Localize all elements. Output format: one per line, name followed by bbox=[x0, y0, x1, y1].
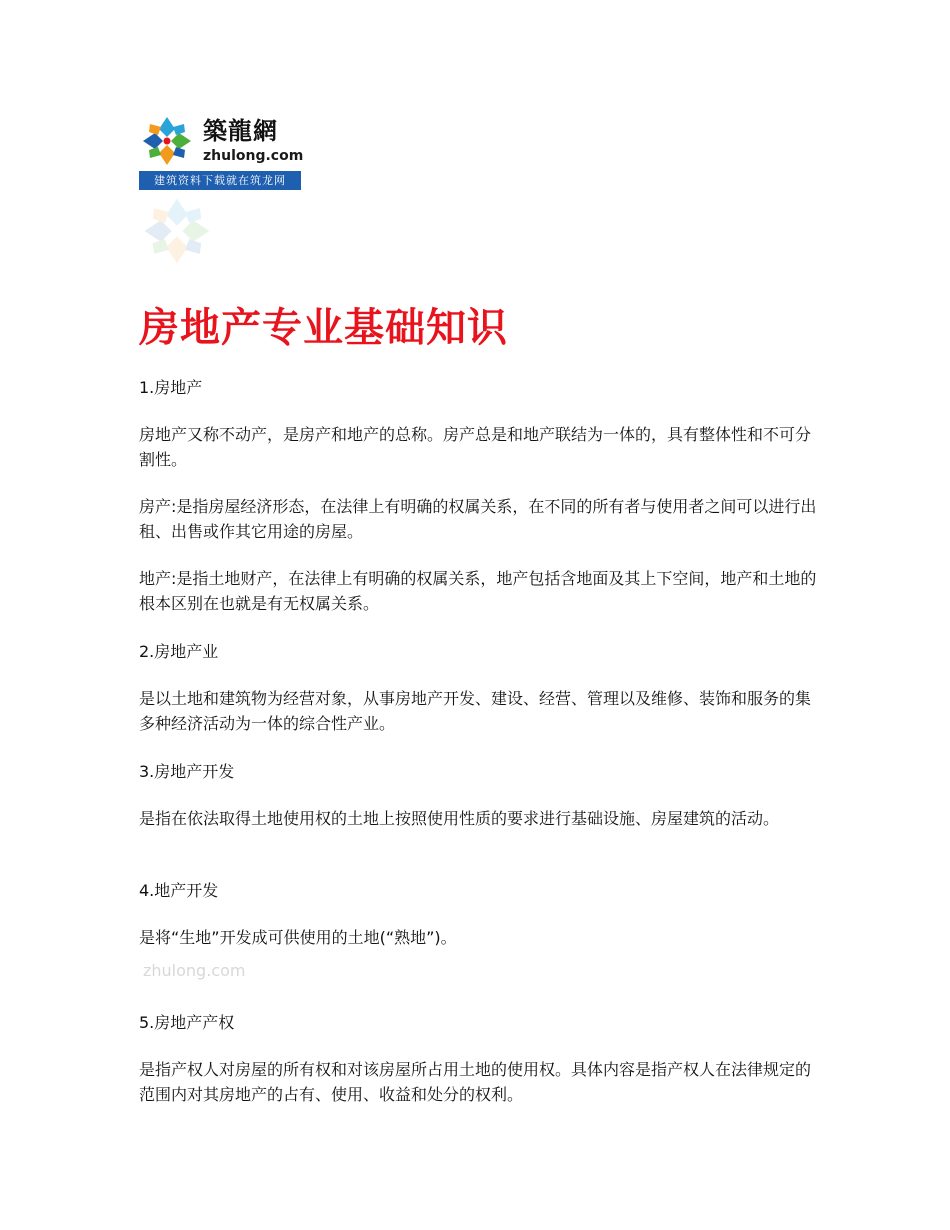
logo-top-panel bbox=[139, 111, 304, 171]
logo-domain: zhulong.com bbox=[203, 148, 304, 164]
watermark: zhulong.com bbox=[143, 961, 246, 980]
logo-slogan: 建筑资料下载就在筑龙网 bbox=[139, 171, 301, 190]
section-heading-1: 1.房地产 bbox=[139, 378, 203, 397]
paragraph-3: 地产:是指土地财产，在法律上有明确的权属关系，地产包括含地面及其上下空间，地产和土地的根本区别在也就是有无权属关系。 bbox=[139, 569, 817, 613]
logo-name-cn: 築龍網 bbox=[203, 116, 278, 145]
paragraph-4: 是以土地和建筑物为经营对象，从事房地产开发、建设、经营、管理以及维修、装饰和服务的集多种经济活动为一体的综合性产业。 bbox=[139, 689, 812, 733]
section-heading-4: 4.地产开发 bbox=[139, 881, 219, 900]
document-title: 房地产专业基础知识 bbox=[139, 305, 508, 351]
paragraph-7: 是指产权人对房屋的所有权和对该房屋所占用土地的使用权。具体内容是指产权人在法律规定的范围内对其房地产的占有、使用、收益和处分的权利。 bbox=[139, 1060, 812, 1104]
faded-logo-mark-icon bbox=[140, 196, 214, 266]
section-heading-5: 5.房地产产权 bbox=[139, 1013, 235, 1032]
zhulong-mark-icon bbox=[141, 115, 193, 167]
paragraph-6: 是将“生地”开发成可供使用的土地(“熟地”)。 bbox=[139, 928, 457, 947]
paragraph-5: 是指在依法取得土地使用权的土地上按照使用性质的要求进行基础设施、房屋建筑的活动。 bbox=[139, 809, 780, 828]
section-heading-2: 2.房地产业 bbox=[139, 642, 219, 661]
zhulong-logo bbox=[139, 111, 304, 190]
paragraph-1: 房地产又称不动产，是房产和地产的总称。房产总是和地产联结为一体的，具有整体性和不可分割性。 bbox=[139, 425, 812, 469]
paragraph-2: 房产:是指房屋经济形态，在法律上有明确的权属关系，在不同的所有者与使用者之间可以进行出租、出售或作其它用途的房屋。 bbox=[139, 497, 817, 541]
section-heading-3: 3.房地产开发 bbox=[139, 762, 235, 781]
